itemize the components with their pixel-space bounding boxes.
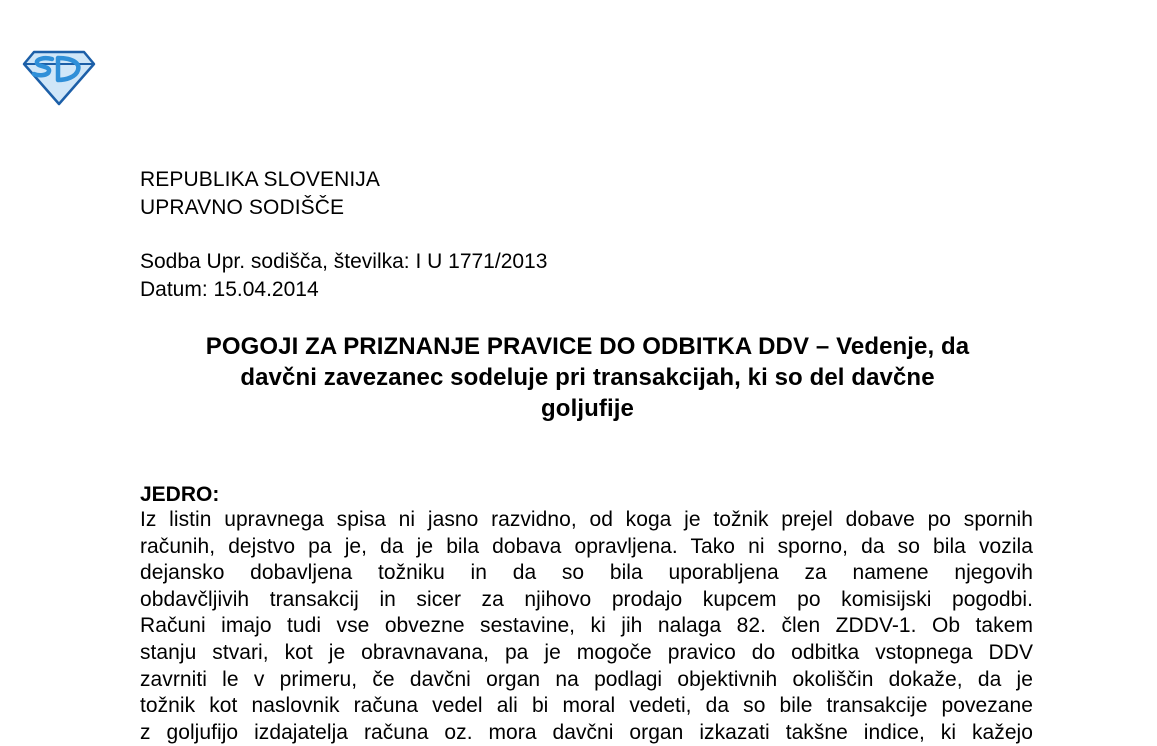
paragraph-line: zavrniti le v primeru, če davčni organ na podlagi objektivnih okoliščin dokaže, da je (140, 667, 1033, 691)
header-court: UPRAVNO SODIŠČE (140, 196, 345, 219)
court-logo-icon (22, 50, 96, 106)
paragraph-line: dejansko dobavljena tožniku in da so bila uporabljena za namene njegovih (140, 561, 1033, 585)
case-info (140, 248, 547, 304)
paragraph-line: računih, dejstvo pa je, da je bila dobava opravljena. Tako ni sporno, da so bila vozila (140, 534, 1033, 558)
title-line-3: goljufije (541, 395, 634, 422)
header-republic: REPUBLIKA SLOVENIJA (140, 168, 380, 191)
case-number: Sodba Upr. sodišča, številka: I U 1771/2013 (140, 250, 548, 273)
core-paragraph (140, 507, 1033, 746)
paragraph-line: z goljufijo izdajatelja računa oz. mora davčni organ izkazati takšne indice, ki kažejo (140, 720, 1033, 744)
paragraph-line: Iz listin upravnega spisa ni jasno razvidno, od koga je tožnik prejel dobave po spornih (140, 508, 1033, 531)
court-header (140, 166, 380, 222)
title-line-2: davčni zavezanec sodeluje pri transakcijah, ki so del davčne (240, 364, 935, 391)
paragraph-line: obdavčljivih transakcij in sicer za njihovo prodajo kupcem po komisijski pogodbi. (140, 587, 1033, 611)
section-heading: JEDRO: (140, 483, 220, 506)
case-date: Datum: 15.04.2014 (140, 278, 319, 301)
title-line-1: POGOJI ZA PRIZNANJE PRAVICE DO ODBITKA DDV – Vedenje, da (205, 333, 970, 360)
document-title (140, 331, 1035, 424)
paragraph-line: stanju stvari, kot je obravnavana, pa je mogoče pravico do odbitka vstopnega DDV (140, 640, 1033, 664)
paragraph-line: tožnik kot naslovnik računa vedel ali bi moral vedeti, da so bile transakcije povezane (140, 694, 1033, 718)
paragraph-line: Računi imajo tudi vse obvezne sestavine, ki jih nalaga 82. člen ZDDV-1. Ob takem (140, 614, 1033, 638)
